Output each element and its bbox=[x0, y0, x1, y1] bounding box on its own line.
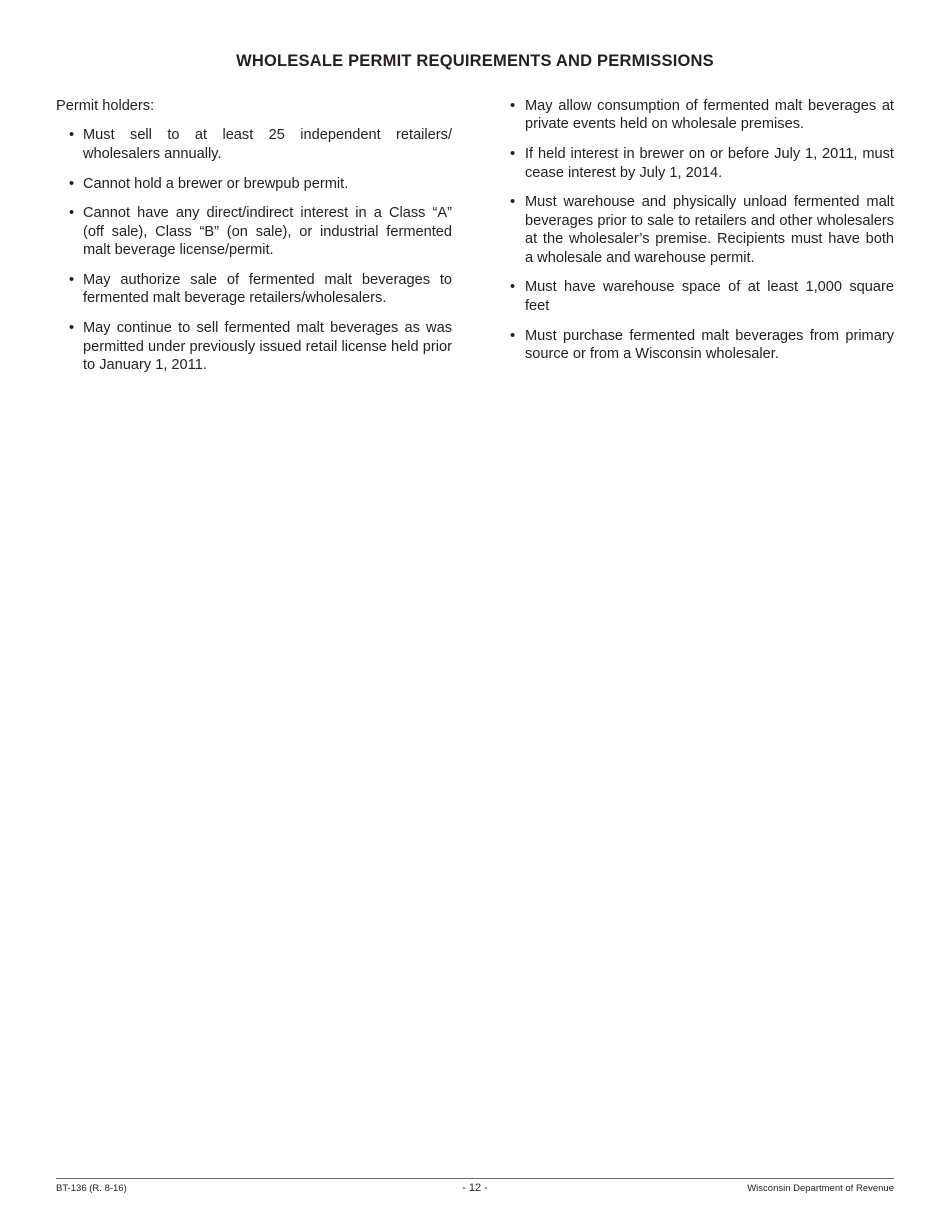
form-number: BT-136 (R. 8-16) bbox=[56, 1183, 127, 1194]
agency-name: Wisconsin Department of Revenue bbox=[747, 1183, 894, 1194]
list-item bbox=[498, 327, 894, 364]
page-number: - 12 - bbox=[462, 1182, 488, 1194]
list-item-text: May authorize sale of fermented malt beverages to fermented malt beverage retailers/wholesalers. bbox=[83, 272, 452, 307]
bullet-icon: • bbox=[69, 127, 75, 144]
bullet-icon: • bbox=[69, 175, 75, 192]
bullet-icon: • bbox=[69, 205, 75, 222]
list-item bbox=[56, 175, 452, 193]
list-item bbox=[56, 126, 452, 163]
list-item-text: Must have warehouse space of at least 1,000 square feet bbox=[525, 279, 894, 314]
right-column bbox=[498, 97, 894, 375]
bullet-icon: • bbox=[510, 279, 516, 296]
list-item bbox=[498, 278, 894, 315]
page-title: WHOLESALE PERMIT REQUIREMENTS AND PERMISSIONS bbox=[236, 52, 714, 70]
list-item-text: Must sell to at least 25 independent retailers/ wholesalers annually. bbox=[83, 127, 452, 162]
bullet-icon: • bbox=[510, 146, 516, 163]
list-item-text: Must warehouse and physically unload fermented malt beverages prior to sale to retailers and other wholesalers at the wholesaler’s premise. Recipients must have both a wholesale and warehouse permit. bbox=[525, 194, 894, 266]
list-item bbox=[56, 319, 452, 374]
bullet-icon: • bbox=[69, 272, 75, 289]
list-item bbox=[498, 193, 894, 267]
list-item-text: May allow consumption of fermented malt beverages at private events held on wholesale premises. bbox=[525, 98, 894, 133]
list-item bbox=[56, 204, 452, 259]
bullet-icon: • bbox=[510, 327, 516, 344]
intro-text: Permit holders: bbox=[56, 98, 155, 114]
left-column bbox=[56, 97, 452, 386]
list-item bbox=[56, 271, 452, 308]
list-item-text: Cannot have any direct/indirect interest in a Class “A” (off sale), Class “B” (on sale), or industrial fermented malt beverage license/permit. bbox=[83, 205, 452, 259]
right-bullet-list bbox=[498, 97, 894, 363]
list-item bbox=[498, 145, 894, 182]
list-item-text: Must purchase fermented malt beverages from primary source or from a Wisconsin wholesaler. bbox=[525, 327, 894, 363]
list-item-text: Cannot hold a brewer or brewpub permit. bbox=[83, 175, 349, 192]
left-bullet-list bbox=[56, 126, 452, 374]
bullet-icon: • bbox=[510, 98, 516, 114]
bullet-icon: • bbox=[510, 194, 516, 211]
list-item-text: If held interest in brewer on or before July 1, 2011, must cease interest by July 1, 2014. bbox=[525, 146, 894, 181]
list-item-text: May continue to sell fermented malt beverages as was permitted under previously issued retail license held prior to January 1, 2011. bbox=[83, 320, 452, 374]
bullet-icon: • bbox=[69, 320, 75, 337]
footer-divider bbox=[56, 1178, 894, 1179]
list-item bbox=[498, 97, 894, 134]
